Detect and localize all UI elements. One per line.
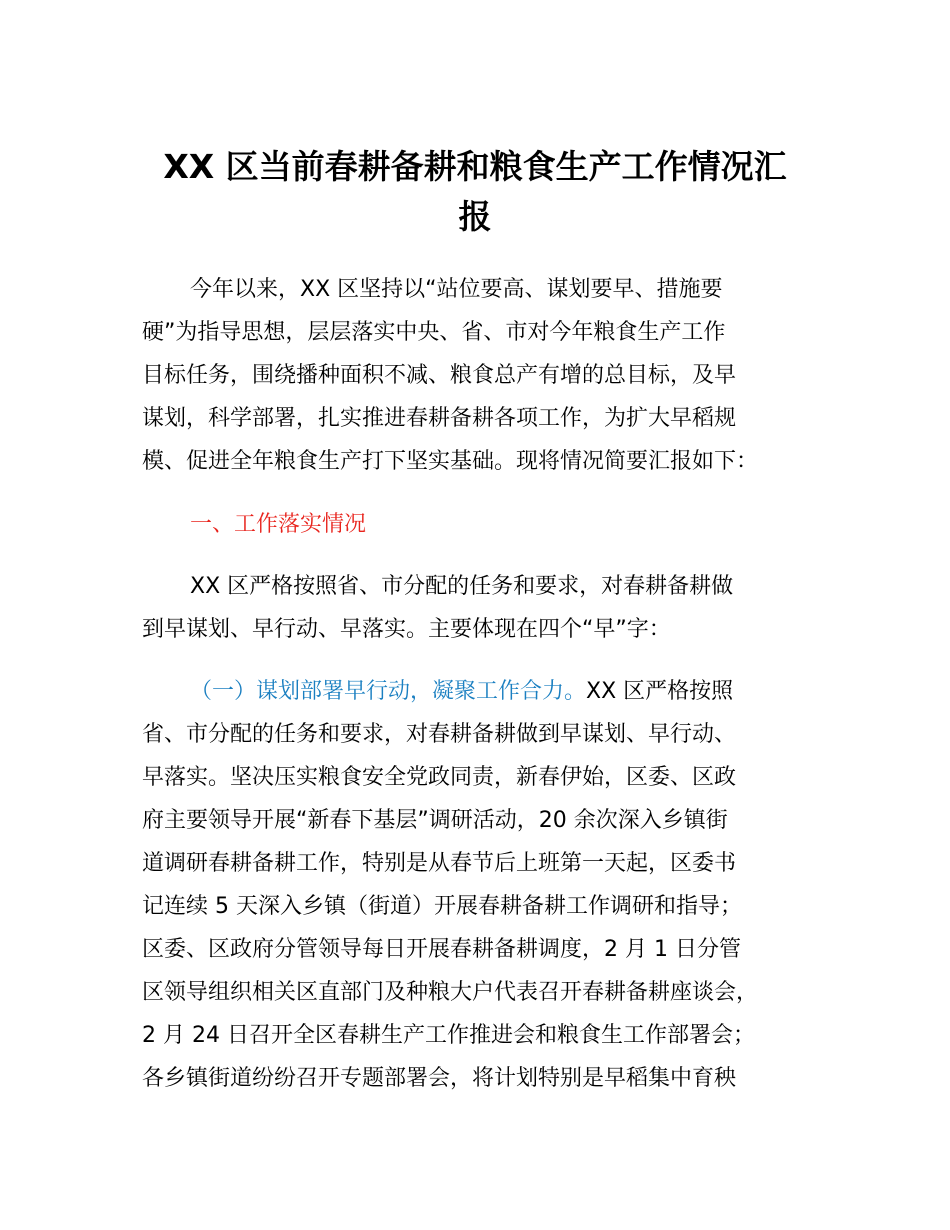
intro-line-1: 今年以来，XX 区坚持以“站位要高、谋划要早、措施要 — [190, 277, 723, 302]
section1-line-2: 到早谋划、早行动、早落实。主要体现在四个“早”字： — [142, 617, 671, 642]
subsection-heading-planning: （一）谋划部署早行动，凝聚工作合力。 — [190, 679, 587, 704]
section1-line-1: XX 区严格按照省、市分配的任务和要求，对春耕备耕做 — [190, 574, 734, 599]
document-title — [150, 142, 800, 242]
subsection1-line-10: 各乡镇街道纷纷召开专题部署会，将计划特别是早稻集中育秧 — [142, 1066, 737, 1091]
subsection1-first-line-rest: XX 区严格按照 — [586, 679, 734, 704]
subsection1-line-7: 区委、区政府分管领导每日开展春耕备耕调度，2 月 1 日分管 — [142, 937, 741, 962]
subsection1-first-line — [190, 677, 733, 707]
subsection1-line-2: 省、市分配的任务和要求，对春耕备耕做到早谋划、早行动、 — [142, 722, 737, 747]
subsection1-line-4: 府主要领导开展“新春下基层”调研活动，20 余次深入乡镇街 — [142, 808, 728, 833]
subsection1-line-6: 记连续 5 天深入乡镇（街道）开展春耕备耕工作调研和指导； — [142, 894, 742, 919]
subsection1-line-9: 2 月 24 日召开全区春耕生产工作推进会和粮食生工作部署会； — [142, 1023, 755, 1048]
subsection1-line-8: 区领导组织相关区直部门及种粮大户代表召开春耕备耕座谈会， — [142, 980, 759, 1005]
intro-line-2: 硬”为指导思想，层层落实中央、省、市对今年粮食生产工作 — [142, 320, 726, 345]
subsection1-line-5: 道调研春耕备耕工作，特别是从春节后上班第一天起，区委书 — [142, 851, 737, 876]
intro-line-3: 目标任务，围绕播种面积不减、粮食总产有增的总目标，及早 — [142, 363, 737, 388]
intro-line-5: 模、促进全年粮食生产打下坚实基础。现将情况简要汇报如下： — [142, 449, 759, 474]
section-heading-work-status: 一、工作落实情况 — [190, 512, 367, 537]
title-line-2: 报 — [458, 197, 492, 236]
title-line-1: XX 区当前春耕备耕和粮食生产工作情况汇 — [163, 147, 787, 186]
intro-line-4: 谋划，科学部署，扎实推进春耕备耕各项工作，为扩大早稻规 — [142, 406, 737, 431]
subsection1-line-3: 早落实。坚决压实粮食安全党政同责，新春伊始，区委、区政 — [142, 765, 737, 790]
